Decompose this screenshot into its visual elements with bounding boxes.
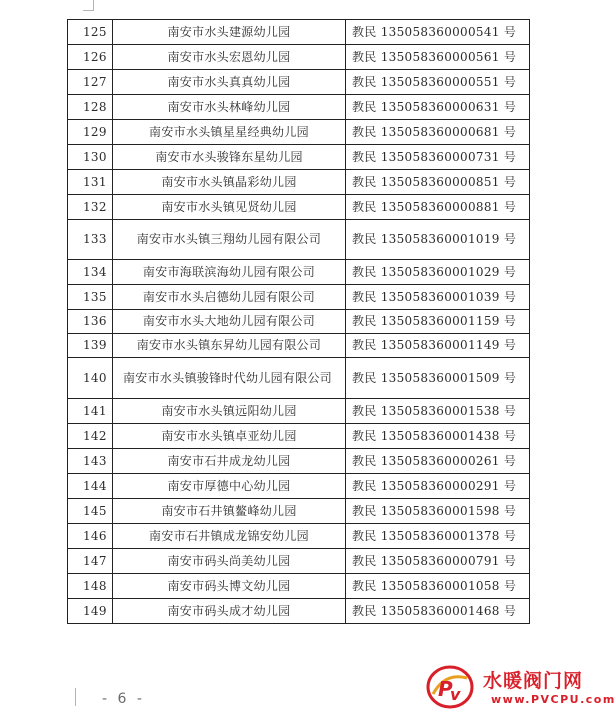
kindergarten-name: 南安市水头宏恩幼儿园 bbox=[113, 45, 346, 70]
table-row bbox=[68, 549, 530, 574]
license-number: 教民 135058360000551 号 bbox=[346, 70, 530, 95]
kindergarten-name: 南安市水头林峰幼儿园 bbox=[113, 95, 346, 120]
row-number: 132 bbox=[68, 195, 113, 220]
table-row bbox=[68, 474, 530, 499]
kindergarten-name: 南安市水头大地幼儿园有限公司 bbox=[113, 310, 346, 334]
watermark-logo bbox=[425, 662, 616, 714]
svg-text:P: P bbox=[438, 677, 453, 701]
kindergarten-name: 南安市海联滨海幼儿园有限公司 bbox=[113, 260, 346, 285]
row-number: 131 bbox=[68, 170, 113, 195]
row-number: 143 bbox=[68, 449, 113, 474]
table-row bbox=[68, 399, 530, 424]
row-number: 134 bbox=[68, 260, 113, 285]
license-number: 教民 135058360000681 号 bbox=[346, 120, 530, 145]
row-number: 135 bbox=[68, 285, 113, 310]
kindergarten-name: 南安市水头镇星星经典幼儿园 bbox=[113, 120, 346, 145]
table-row bbox=[68, 499, 530, 524]
crop-mark-bottom bbox=[75, 688, 86, 706]
kindergarten-name: 南安市水头镇远阳幼儿园 bbox=[113, 399, 346, 424]
row-number: 140 bbox=[68, 358, 113, 399]
kindergarten-name: 南安市水头镇见贤幼儿园 bbox=[113, 195, 346, 220]
table-row bbox=[68, 424, 530, 449]
license-number: 教民 135058360001159 号 bbox=[346, 310, 530, 334]
license-number: 教民 135058360001019 号 bbox=[346, 220, 530, 260]
kindergarten-name: 南安市水头启德幼儿园有限公司 bbox=[113, 285, 346, 310]
license-number: 教民 135058360001039 号 bbox=[346, 285, 530, 310]
license-number: 教民 135058360001509 号 bbox=[346, 358, 530, 399]
kindergarten-name: 南安市水头建源幼儿园 bbox=[113, 20, 346, 45]
license-number: 教民 135058360000561 号 bbox=[346, 45, 530, 70]
license-number: 教民 135058360000851 号 bbox=[346, 170, 530, 195]
table-row bbox=[68, 170, 530, 195]
kindergarten-name: 南安市码头成才幼儿园 bbox=[113, 599, 346, 624]
kindergarten-name: 南安市水头镇三翔幼儿园有限公司 bbox=[113, 220, 346, 260]
table-row bbox=[68, 45, 530, 70]
kindergarten-name: 南安市水头骏锋东星幼儿园 bbox=[113, 145, 346, 170]
row-number: 125 bbox=[68, 20, 113, 45]
row-number: 136 bbox=[68, 310, 113, 334]
license-number: 教民 135058360001378 号 bbox=[346, 524, 530, 549]
license-number: 教民 135058360001598 号 bbox=[346, 499, 530, 524]
kindergarten-name: 南安市石井成龙幼儿园 bbox=[113, 449, 346, 474]
license-number: 教民 135058360001438 号 bbox=[346, 424, 530, 449]
license-number: 教民 135058360000881 号 bbox=[346, 195, 530, 220]
row-number: 146 bbox=[68, 524, 113, 549]
table-row bbox=[68, 145, 530, 170]
kindergarten-name: 南安市水头镇晶彩幼儿园 bbox=[113, 170, 346, 195]
kindergarten-name: 南安市码头尚美幼儿园 bbox=[113, 549, 346, 574]
table-row bbox=[68, 120, 530, 145]
row-number: 148 bbox=[68, 574, 113, 599]
table-row bbox=[68, 20, 530, 45]
row-number: 147 bbox=[68, 549, 113, 574]
row-number: 129 bbox=[68, 120, 113, 145]
table-row bbox=[68, 310, 530, 334]
table-row bbox=[68, 195, 530, 220]
license-number: 教民 135058360001468 号 bbox=[346, 599, 530, 624]
row-number: 127 bbox=[68, 70, 113, 95]
kindergarten-name: 南安市厚德中心幼儿园 bbox=[113, 474, 346, 499]
table-row bbox=[68, 358, 530, 399]
license-number: 教民 135058360000791 号 bbox=[346, 549, 530, 574]
row-number: 133 bbox=[68, 220, 113, 260]
kindergarten-name: 南安市水头镇卓亚幼儿园 bbox=[113, 424, 346, 449]
row-number: 141 bbox=[68, 399, 113, 424]
table-row bbox=[68, 260, 530, 285]
table-row bbox=[68, 220, 530, 260]
crop-mark-top bbox=[83, 0, 94, 11]
license-number: 教民 135058360001149 号 bbox=[346, 334, 530, 358]
kindergarten-name: 南安市水头镇东昇幼儿园有限公司 bbox=[113, 334, 346, 358]
license-number: 教民 135058360001058 号 bbox=[346, 574, 530, 599]
table-row bbox=[68, 95, 530, 120]
kindergarten-name: 南安市水头真真幼儿园 bbox=[113, 70, 346, 95]
kindergarten-name: 南安市石井镇成龙锦安幼儿园 bbox=[113, 524, 346, 549]
table-body bbox=[68, 20, 530, 624]
kindergarten-name: 南安市水头镇骏锋时代幼儿园有限公司 bbox=[113, 358, 346, 399]
row-number: 142 bbox=[68, 424, 113, 449]
license-number: 教民 135058360000731 号 bbox=[346, 145, 530, 170]
kindergarten-name: 南安市码头博文幼儿园 bbox=[113, 574, 346, 599]
kindergarten-name: 南安市石井镇鳌峰幼儿园 bbox=[113, 499, 346, 524]
license-number: 教民 135058360001029 号 bbox=[346, 260, 530, 285]
license-number: 教民 135058360000541 号 bbox=[346, 20, 530, 45]
table-row bbox=[68, 285, 530, 310]
row-number: 145 bbox=[68, 499, 113, 524]
table-row bbox=[68, 524, 530, 549]
license-number: 教民 135058360000261 号 bbox=[346, 449, 530, 474]
row-number: 149 bbox=[68, 599, 113, 624]
row-number: 139 bbox=[68, 334, 113, 358]
row-number: 130 bbox=[68, 145, 113, 170]
row-number: 128 bbox=[68, 95, 113, 120]
table-row bbox=[68, 334, 530, 358]
page-number: - 6 - bbox=[102, 691, 145, 707]
license-number: 教民 135058360000291 号 bbox=[346, 474, 530, 499]
row-number: 144 bbox=[68, 474, 113, 499]
table-row bbox=[68, 449, 530, 474]
row-number: 126 bbox=[68, 45, 113, 70]
pv-logo-icon bbox=[425, 664, 475, 710]
table-row bbox=[68, 70, 530, 95]
table-row bbox=[68, 599, 530, 624]
watermark-brand: 水暖阀门网 bbox=[483, 670, 584, 692]
license-number: 教民 135058360000631 号 bbox=[346, 95, 530, 120]
table-row bbox=[68, 574, 530, 599]
watermark-url: www.PVCPU.com bbox=[491, 693, 616, 706]
kindergarten-license-table bbox=[67, 19, 530, 624]
license-number: 教民 135058360001538 号 bbox=[346, 399, 530, 424]
svg-text:v: v bbox=[450, 685, 461, 704]
